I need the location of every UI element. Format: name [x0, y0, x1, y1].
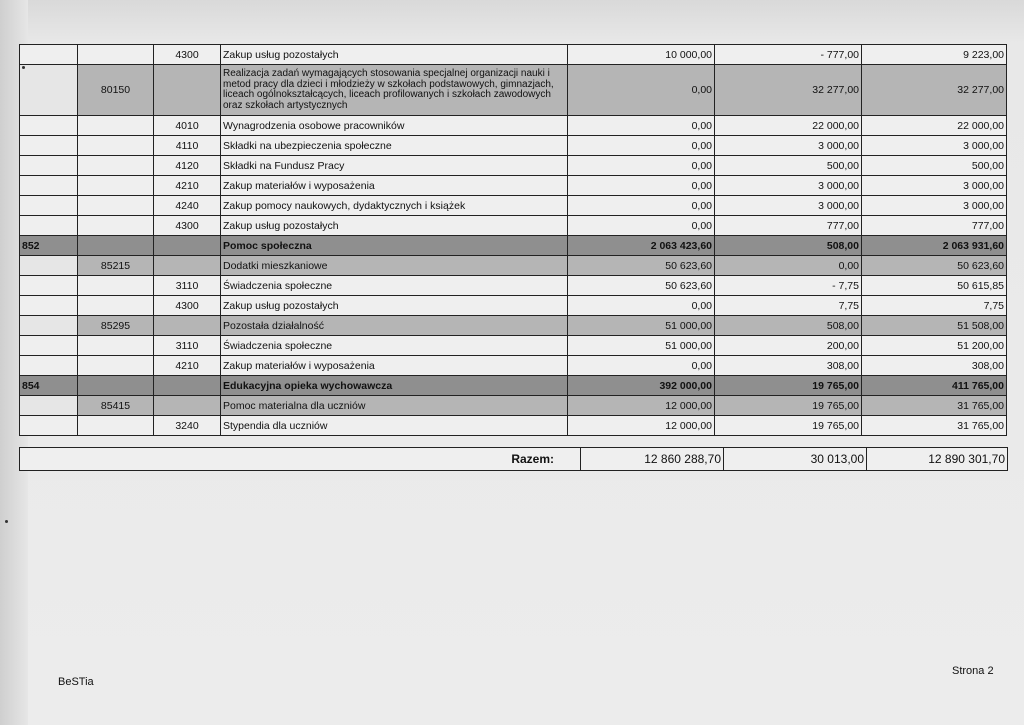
cell-nazwa: Świadczenia społeczne: [221, 336, 568, 356]
cell-plan: 392 000,00: [568, 376, 715, 396]
table-row: [20, 136, 1007, 156]
cell-plan: 0,00: [568, 136, 715, 156]
cell-dzial: [20, 45, 78, 65]
cell-zmiana: 3 000,00: [715, 136, 862, 156]
cell-po-zmianie: 51 508,00: [862, 316, 1007, 336]
cell-po-zmianie: 411 765,00: [862, 376, 1007, 396]
cell-zmiana: - 7,75: [715, 276, 862, 296]
cell-plan: 51 000,00: [568, 316, 715, 336]
cell-nazwa: Realizacja zadań wymagających stosowania specjalnej organizacji nauki i metod pracy dla dzieci i młodzieży w szkołach podstawowych, gimnazjach, liceach ogólnokształcących, liceach profilowanych i szkołach zawodowych oraz szkołach artystycznych: [221, 65, 568, 116]
cell-po-zmianie: 3 000,00: [862, 196, 1007, 216]
cell-zmiana: 0,00: [715, 256, 862, 276]
table-row: [20, 65, 1007, 116]
cell-zmiana: 508,00: [715, 316, 862, 336]
cell-po-zmianie: 31 765,00: [862, 396, 1007, 416]
table-row: [20, 196, 1007, 216]
table-row: [20, 376, 1007, 396]
table-row: [20, 216, 1007, 236]
cell-dzial: [20, 196, 78, 216]
table-row: [20, 296, 1007, 316]
cell-rozdzial: [78, 216, 154, 236]
footer-software-name: BeSTia: [58, 676, 94, 688]
cell-dzial: [20, 116, 78, 136]
cell-dzial: [20, 276, 78, 296]
cell-plan: 12 000,00: [568, 396, 715, 416]
cell-dzial: [20, 396, 78, 416]
cell-paragraf: 3110: [154, 336, 221, 356]
cell-rozdzial: [78, 136, 154, 156]
cell-paragraf: 4010: [154, 116, 221, 136]
table-row: [20, 176, 1007, 196]
cell-paragraf: [154, 316, 221, 336]
cell-plan: 2 063 423,60: [568, 236, 715, 256]
cell-paragraf: 4300: [154, 45, 221, 65]
cell-zmiana: 3 000,00: [715, 176, 862, 196]
cell-rozdzial: [78, 416, 154, 436]
cell-dzial: [20, 356, 78, 376]
table-row: [20, 336, 1007, 356]
cell-nazwa: Zakup usług pozostałych: [221, 296, 568, 316]
cell-paragraf: [154, 65, 221, 116]
cell-plan: 50 623,60: [568, 276, 715, 296]
cell-po-zmianie: 32 277,00: [862, 65, 1007, 116]
cell-zmiana: 777,00: [715, 216, 862, 236]
cell-po-zmianie: 9 223,00: [862, 45, 1007, 65]
cell-dzial: [20, 416, 78, 436]
table-row: [20, 156, 1007, 176]
cell-rozdzial: [78, 276, 154, 296]
cell-plan: 0,00: [568, 296, 715, 316]
cell-plan: 12 000,00: [568, 416, 715, 436]
cell-paragraf: 4300: [154, 296, 221, 316]
cell-dzial: [20, 216, 78, 236]
cell-po-zmianie: 777,00: [862, 216, 1007, 236]
cell-nazwa: Zakup materiałów i wyposażenia: [221, 176, 568, 196]
cell-nazwa: Świadczenia społeczne: [221, 276, 568, 296]
cell-po-zmianie: 50 615,85: [862, 276, 1007, 296]
cell-plan: 0,00: [568, 216, 715, 236]
cell-zmiana: - 777,00: [715, 45, 862, 65]
budget-table-body: [20, 45, 1007, 436]
total-value-change: 30 013,00: [724, 448, 867, 471]
cell-plan: 10 000,00: [568, 45, 715, 65]
table-row: [20, 116, 1007, 136]
cell-rozdzial: [78, 356, 154, 376]
cell-po-zmianie: 31 765,00: [862, 416, 1007, 436]
cell-nazwa: Stypendia dla uczniów: [221, 416, 568, 436]
cell-paragraf: [154, 376, 221, 396]
cell-plan: 0,00: [568, 65, 715, 116]
cell-po-zmianie: 500,00: [862, 156, 1007, 176]
cell-paragraf: 4240: [154, 196, 221, 216]
cell-paragraf: [154, 396, 221, 416]
cell-rozdzial: 80150: [78, 65, 154, 116]
cell-rozdzial: [78, 176, 154, 196]
cell-nazwa: Zakup materiałów i wyposażenia: [221, 356, 568, 376]
cell-rozdzial: [78, 236, 154, 256]
cell-nazwa: Dodatki mieszkaniowe: [221, 256, 568, 276]
scan-speck: [22, 66, 25, 69]
cell-po-zmianie: 308,00: [862, 356, 1007, 376]
table-row: [20, 276, 1007, 296]
cell-nazwa: Składki na Fundusz Pracy: [221, 156, 568, 176]
cell-nazwa: Zakup pomocy naukowych, dydaktycznych i książek: [221, 196, 568, 216]
total-row: [20, 448, 1008, 471]
cell-rozdzial: [78, 156, 154, 176]
cell-paragraf: 4110: [154, 136, 221, 156]
cell-plan: 0,00: [568, 176, 715, 196]
total-value-plan: 12 860 288,70: [581, 448, 724, 471]
cell-paragraf: 4210: [154, 176, 221, 196]
cell-po-zmianie: 3 000,00: [862, 176, 1007, 196]
cell-rozdzial: [78, 196, 154, 216]
table-row: [20, 396, 1007, 416]
cell-paragraf: 3110: [154, 276, 221, 296]
total-label: Razem:: [20, 448, 581, 471]
cell-dzial: [20, 316, 78, 336]
cell-paragraf: 4300: [154, 216, 221, 236]
cell-zmiana: 508,00: [715, 236, 862, 256]
cell-nazwa: Składki na ubezpieczenia społeczne: [221, 136, 568, 156]
cell-nazwa: Zakup usług pozostałych: [221, 45, 568, 65]
cell-po-zmianie: 51 200,00: [862, 336, 1007, 356]
cell-dzial: [20, 136, 78, 156]
table-row: [20, 256, 1007, 276]
cell-po-zmianie: 22 000,00: [862, 116, 1007, 136]
cell-paragraf: [154, 236, 221, 256]
table-row: [20, 416, 1007, 436]
cell-dzial: [20, 336, 78, 356]
cell-dzial: 852: [20, 236, 78, 256]
table-row: [20, 316, 1007, 336]
budget-table: [19, 44, 1007, 436]
cell-dzial: 854: [20, 376, 78, 396]
cell-po-zmianie: 3 000,00: [862, 136, 1007, 156]
cell-dzial: [20, 256, 78, 276]
cell-plan: 0,00: [568, 116, 715, 136]
cell-nazwa: Pomoc materialna dla uczniów: [221, 396, 568, 416]
cell-dzial: [20, 156, 78, 176]
cell-paragraf: 4120: [154, 156, 221, 176]
scan-speck: [5, 520, 8, 523]
cell-rozdzial: 85415: [78, 396, 154, 416]
cell-plan: 0,00: [568, 196, 715, 216]
cell-nazwa: Edukacyjna opieka wychowawcza: [221, 376, 568, 396]
cell-dzial: [20, 296, 78, 316]
cell-plan: 0,00: [568, 356, 715, 376]
cell-plan: 50 623,60: [568, 256, 715, 276]
cell-rozdzial: 85215: [78, 256, 154, 276]
total-value-after: 12 890 301,70: [867, 448, 1008, 471]
cell-nazwa: Wynagrodzenia osobowe pracowników: [221, 116, 568, 136]
cell-rozdzial: [78, 45, 154, 65]
cell-plan: 51 000,00: [568, 336, 715, 356]
cell-po-zmianie: 2 063 931,60: [862, 236, 1007, 256]
cell-dzial: [20, 65, 78, 116]
cell-zmiana: 19 765,00: [715, 376, 862, 396]
cell-rozdzial: 85295: [78, 316, 154, 336]
cell-po-zmianie: 7,75: [862, 296, 1007, 316]
cell-rozdzial: [78, 296, 154, 316]
table-row: [20, 236, 1007, 256]
cell-rozdzial: [78, 376, 154, 396]
cell-nazwa: Pomoc społeczna: [221, 236, 568, 256]
cell-paragraf: [154, 256, 221, 276]
table-row: [20, 45, 1007, 65]
total-table: [19, 447, 1008, 471]
cell-paragraf: 4210: [154, 356, 221, 376]
table-row: [20, 356, 1007, 376]
cell-plan: 0,00: [568, 156, 715, 176]
cell-zmiana: 32 277,00: [715, 65, 862, 116]
cell-zmiana: 308,00: [715, 356, 862, 376]
cell-rozdzial: [78, 336, 154, 356]
cell-zmiana: 500,00: [715, 156, 862, 176]
cell-po-zmianie: 50 623,60: [862, 256, 1007, 276]
footer-page-number: Strona 2: [952, 665, 994, 677]
cell-zmiana: 3 000,00: [715, 196, 862, 216]
cell-nazwa: Pozostała działalność: [221, 316, 568, 336]
cell-zmiana: 22 000,00: [715, 116, 862, 136]
cell-rozdzial: [78, 116, 154, 136]
cell-zmiana: 200,00: [715, 336, 862, 356]
cell-zmiana: 7,75: [715, 296, 862, 316]
cell-zmiana: 19 765,00: [715, 416, 862, 436]
cell-dzial: [20, 176, 78, 196]
cell-zmiana: 19 765,00: [715, 396, 862, 416]
cell-nazwa: Zakup usług pozostałych: [221, 216, 568, 236]
cell-paragraf: 3240: [154, 416, 221, 436]
